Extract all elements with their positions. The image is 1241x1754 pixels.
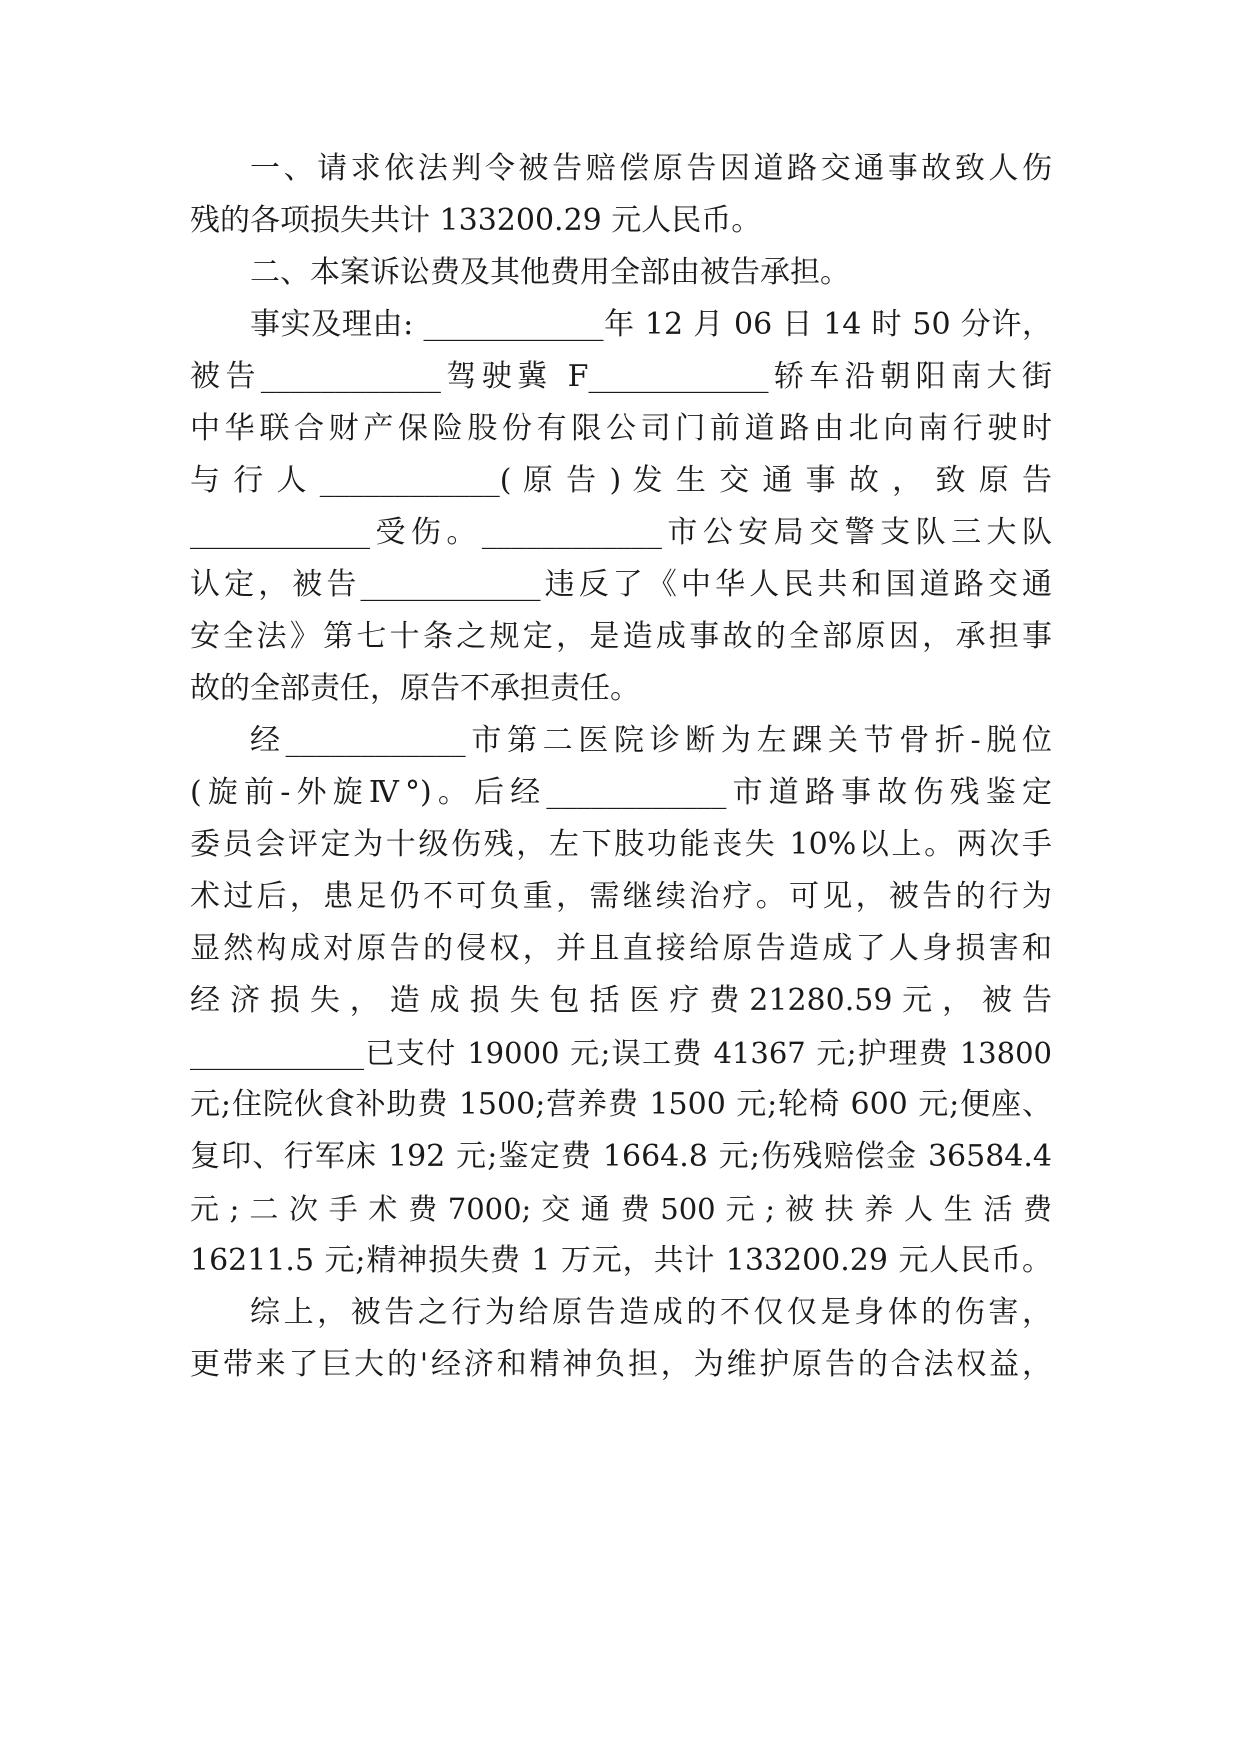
text-line: 与 行 人 ____________( 原 告 ) 发 生 交 通 事 故 ， 致 原 告 [190,463,1052,498]
text-line: ____________已支付 19000 元;误工费 41367 元;护理费 13800 [190,1036,1052,1070]
text-line: 残的各项损失共计 133200.29 元人民币。 [190,203,762,238]
text-line: 事实及理由: ____________年 12 月 06 日 14 时 50 分许， [250,307,1052,342]
text-line: 经____________市第二医院诊断为左踝关节骨折-脱位 [250,723,1052,758]
text-line: 经 济 损 失 ， 造 成 损 失 包 括 医 疗 费 21280.59 元 ， 被 告 [190,983,1052,1018]
text-line: ____________受伤。____________市公安局交警支队三大队 [190,515,1052,550]
text-line: 中华联合财产保险股份有限公司门前道路由北向南行驶时 [190,411,1052,446]
text-line: 故的全部责任，原告不承担责任。 [190,671,640,706]
text-line: 一、请求依法判令被告赔偿原告因道路交通事故致人伤 [250,151,1052,186]
text-line: 显然构成对原告的侵权，并且直接给原告造成了人身损害和 [190,931,1052,966]
text-line: (旋前-外旋Ⅳ°)。后经____________市道路事故伤残鉴定 [190,775,1052,810]
text-line: 复印、行军床 192 元;鉴定费 1664.8 元;伤残赔偿金 36584.4 [190,1139,1052,1174]
text-line: 元 ; 二 次 手 术 费 7000; 交 通 费 500 元 ; 被 扶 养 人 生 活 费 [190,1192,1052,1226]
text-line: 被告____________驾驶冀 F____________轿车沿朝阳南大街 [190,359,1052,394]
text-line: 委员会评定为十级伤残，左下肢功能丧失 10%以上。两次手 [190,827,1052,862]
text-line: 认定，被告____________违反了《中华人民共和国道路交通 [190,567,1052,602]
text-line: 术过后，患足仍不可负重，需继续治疗。可见，被告的行为 [190,879,1052,914]
text-line: 更带来了巨大的'经济和精神负担，为维护原告的合法权益， [190,1347,1052,1382]
text-line: 16211.5 元;精神损失费 1 万元，共计 133200.29 元人民币。 [190,1243,1052,1278]
text-line: 安全法》第七十条之规定，是造成事故的全部原因，承担事 [190,619,1052,654]
text-line: 元;住院伙食补助费 1500;营养费 1500 元;轮椅 600 元;便座、 [190,1087,1052,1122]
text-line: 综上，被告之行为给原告造成的不仅仅是身体的伤害， [250,1295,1052,1330]
text-line: 二、本案诉讼费及其他费用全部由被告承担。 [250,255,850,290]
